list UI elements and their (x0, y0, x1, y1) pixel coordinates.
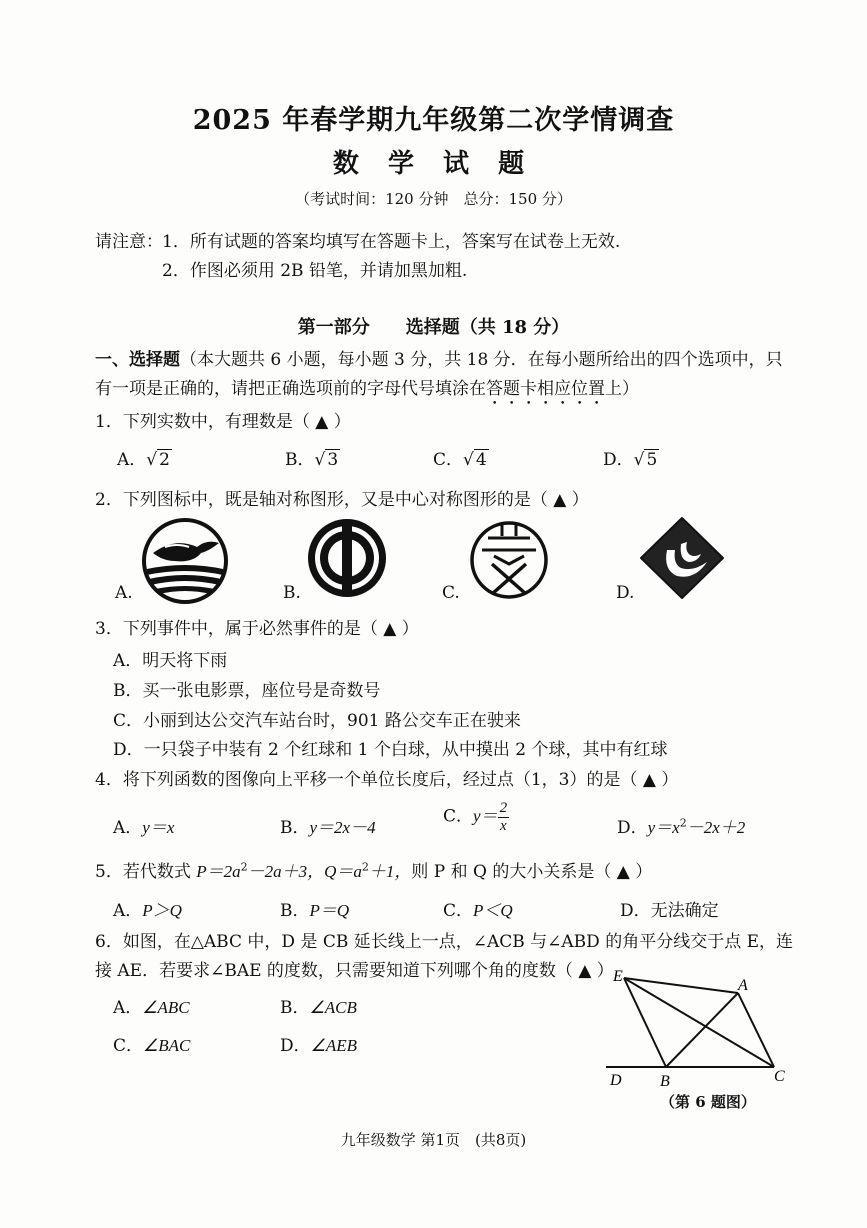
section-desc-line2 (95, 374, 639, 409)
q6-expr: ∠BAC (143, 1036, 191, 1055)
q6-option-d (280, 1031, 357, 1056)
part1-heading: 第一部分 选择题（共 18 分） (297, 317, 570, 338)
q4-expr: －2x＋2 (686, 818, 746, 837)
q5-option-label: C． (443, 901, 474, 921)
q5-expr: P＞Q (142, 901, 182, 920)
q5-stem-1: 5．若代数式 (95, 862, 197, 882)
fraction-denominator: x (499, 817, 507, 834)
q6-line-2: 接 AE．若要求∠BAE 的度数，只需要知道下列哪个角的度数（ ▲ ） (95, 961, 614, 981)
q5-stem (95, 857, 652, 882)
circle-emblem-icon (305, 514, 390, 602)
q5-q-expr: Q＝a (324, 862, 362, 881)
q1-radicand: 4 (475, 450, 487, 470)
q2-label-a: A. (115, 583, 133, 603)
sqrt-symbol: √ 4 (463, 450, 487, 470)
q6-option-c (113, 1031, 190, 1056)
character-emblem-icon (468, 514, 550, 602)
q4-expr: y＝2x－4 (309, 818, 376, 837)
q1-option-label: A． (117, 450, 147, 470)
q1-stem: 1．下列实数中，有理数是（ ▲ ） (95, 412, 351, 432)
q5-q-expr: ＋1， (368, 862, 412, 881)
q1-option-d (603, 445, 659, 470)
q5-option-b (280, 896, 349, 921)
q6-expr: ∠AEB (310, 1036, 358, 1055)
q4-option-c (443, 800, 509, 834)
q3-option-c: C．小丽到达公交汽车站台时，901 路公交车正在驶来 (113, 711, 521, 731)
q4-option-label: A． (113, 818, 143, 838)
q5-stem-2: 则 P 和 Q 的大小关系是（ ▲ ） (411, 862, 653, 882)
q6-line-1: 6．如图，在△ABC 中，D 是 CB 延长线上一点，∠ACB 与∠ABD 的角平分线交于点 E，连 (95, 932, 794, 952)
q5-option-a (113, 896, 182, 921)
q5-option-c (443, 896, 513, 921)
q6-option-label: D． (280, 1036, 311, 1056)
q5-p-expr: P＝2a (196, 862, 241, 881)
exponent: 2 (240, 860, 248, 874)
q4-option-b (280, 813, 376, 838)
q6-option-label: A． (113, 998, 143, 1018)
q4-option-d (617, 813, 745, 838)
q3-option-a: A．明天将下雨 (113, 651, 228, 671)
q2-label-c: C. (442, 583, 460, 603)
q1-radicand: 2 (159, 450, 170, 470)
q6-option-b (280, 993, 357, 1018)
q6-expr: ∠ACB (309, 998, 357, 1017)
q2-label-d: D. (616, 583, 635, 603)
q1-radicand: 5 (646, 450, 658, 470)
point-label-a: A (738, 977, 748, 994)
q5-expr: P＝Q (309, 901, 350, 920)
q5-option-label: D． (620, 901, 651, 921)
q4-stem: 4．将下列函数的图像向上平移一个单位长度后，经过点（1，3）的是（ ▲ ） (95, 770, 679, 790)
fraction-numerator: 2 (499, 800, 508, 816)
q4-expr: y＝x (647, 818, 680, 837)
q4-expr: y＝x (142, 818, 175, 837)
q2-label-b: B. (283, 583, 301, 603)
point-label-d: D (610, 1072, 622, 1089)
q4-option-label: B． (280, 818, 310, 838)
q4-option-label: C． (443, 806, 474, 827)
segment-ea (624, 978, 738, 993)
q4-fraction (498, 800, 510, 834)
sqrt-symbol: √ 5 (633, 450, 658, 470)
exponent: 2 (679, 816, 687, 830)
q6-option-label: B． (280, 998, 310, 1018)
q6-option-a (113, 993, 190, 1018)
point-label-c: C (774, 1068, 785, 1085)
q2-stem: 2．下列图标中，既是轴对称图形，又是中心对称图形的是（ ▲ ） (95, 490, 589, 510)
q1-radicand: 3 (327, 450, 339, 470)
q1-option-label: B． (285, 450, 315, 470)
q1-option-label: C． (433, 450, 464, 470)
sqrt-symbol: √ 3 (314, 450, 339, 470)
segment-ab (666, 993, 738, 1067)
q6-option-label: C． (113, 1036, 144, 1056)
diamond-emblem-icon (637, 514, 727, 602)
bird-emblem-icon (135, 517, 235, 605)
q4-option-a (113, 813, 174, 838)
q4-option-label: D． (617, 818, 648, 838)
page-footer: 九年级数学 第1页 (共8页) (340, 1131, 527, 1149)
exponent: 2 (361, 860, 369, 874)
notice-item-2: 2．作图必须用 2B 铅笔，并请加黑加粗. (162, 261, 468, 281)
q4-expr: y＝ (473, 806, 498, 826)
exam-info: （考试时间：120 分钟 总分：150 分） (295, 190, 572, 208)
q5-expr: 无法确定 (650, 901, 719, 921)
section-desc-1: （本大题共 6 小题，每小题 3 分，共 18 分．在每小题所给出的四个选项中，只 (180, 350, 783, 370)
q6-geometry-figure (600, 960, 800, 1090)
exam-subject: 数 学 试 题 (332, 149, 535, 179)
section-desc-line1 (95, 345, 783, 370)
q1-option-c (433, 445, 489, 470)
q6-figure-caption: （第 6 题图） (660, 1093, 756, 1111)
q3-stem: 3．下列事件中，属于必然事件的是（ ▲ ） (95, 619, 419, 639)
q1-option-a (117, 445, 172, 470)
point-label-b: B (660, 1073, 670, 1090)
q5-option-label: B． (280, 901, 310, 921)
q1-option-label: D． (603, 450, 634, 470)
sqrt-symbol: √ 2 (146, 450, 170, 470)
section-desc-2a: 有一项是正确的，请把正确选项前的字母代号填涂在 (95, 379, 486, 399)
section-desc-2c: 上） (605, 379, 639, 399)
point-label-e: E (613, 968, 623, 985)
q3-option-b: B．买一张电影票，座位号是奇数号 (113, 681, 381, 701)
section-desc-emphasis: 答题卡相应位置 (486, 379, 605, 399)
exam-title: 2025 年春学期九年级第二次学情调查 (192, 105, 675, 136)
notice-label: 请注意： (95, 232, 163, 252)
q5-option-d (620, 896, 719, 921)
q3-option-d: D．一只袋子中装有 2 个红球和 1 个白球，从中摸出 2 个球，其中有红球 (113, 740, 668, 760)
section-title: 一、选择题 (95, 350, 180, 370)
notice-item-1: 1．所有试题的答案均填写在答题卡上，答案写在试卷上无效. (162, 232, 621, 252)
q1-option-b (285, 445, 340, 470)
q5-p-expr: －2a＋3， (247, 862, 325, 881)
q6-expr: ∠ABC (142, 998, 190, 1017)
q5-expr: P＜Q (473, 901, 513, 920)
q5-option-label: A． (113, 901, 143, 921)
